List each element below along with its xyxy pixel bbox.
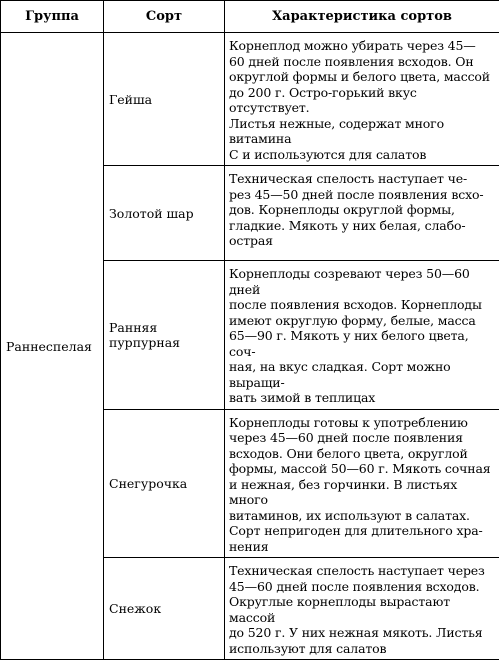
description-line: 65—90 г. Мякоть у них белого цвета, соч- (229, 328, 495, 359)
sort-cell: Гейша (104, 33, 225, 166)
header-group: Группа (1, 1, 104, 33)
description-cell (225, 261, 499, 410)
sort-cell: Снежок (104, 558, 225, 660)
description-line: вать зимой в теплицах (229, 390, 495, 406)
description-cell (225, 33, 499, 166)
description-line: 60 дней после появления всходов. Он (229, 54, 495, 70)
description-cell (225, 166, 499, 261)
description-line: через 45—60 дней после появления (229, 430, 495, 446)
description-cell (225, 558, 499, 660)
description-line: округлой формы и белого цвета, массой (229, 69, 495, 85)
description-line: и нежная, без горчинки. В листьях много (229, 477, 495, 508)
table-row (1, 33, 499, 166)
description-line: нения (229, 539, 495, 555)
description-line: Корнеплоды готовы к употреблению (229, 415, 495, 431)
sort-cell: Ранняя пурпурная (104, 261, 225, 410)
description-line: витаминов, их используют в салатах. (229, 508, 495, 524)
sort-cell: Снегурочка (104, 409, 225, 558)
description-line: рез 45—50 дней после появления всхо- (229, 187, 495, 203)
description-line: до 200 г. Остро-горький вкус отсутствует. (229, 85, 495, 116)
header-description: Характеристика сортов (225, 1, 499, 33)
description-line: Корнеплод можно убирать через 45— (229, 38, 495, 54)
description-line: после появления всходов. Корнеплоды (229, 297, 495, 313)
description-line: гладкие. Мякоть у них белая, слабо- (229, 218, 495, 234)
description-line: имеют округлую форму, белые, масса (229, 313, 495, 329)
sort-cell: Золотой шар (104, 166, 225, 261)
description-line: острая (229, 233, 495, 249)
description-line: Техническая спелость наступает через (229, 563, 495, 579)
description-line: Листья нежные, содержат много витамина (229, 116, 495, 147)
description-line: Сорт непригоден для длительного хра- (229, 523, 495, 539)
description-cell (225, 409, 499, 558)
description-line: всходов. Они белого цвета, округлой (229, 446, 495, 462)
description-line: используют для салатов (229, 641, 495, 657)
group-cell: Раннеспелая (1, 33, 104, 660)
description-line: Техническая спелость наступает че- (229, 171, 495, 187)
description-line: до 520 г. У них нежная мякоть. Листья (229, 625, 495, 641)
description-line: С и используются для салатов (229, 147, 495, 163)
header-sort: Сорт (104, 1, 225, 33)
description-line: 45—60 дней после появления всходов. (229, 579, 495, 595)
description-line: формы, массой 50—60 г. Мякоть сочная (229, 461, 495, 477)
description-line: дов. Корнеплоды округлой формы, (229, 202, 495, 218)
description-line: Округлые корнеплоды вырастают массой (229, 594, 495, 625)
header-row (1, 1, 499, 33)
description-line: ная, на вкус сладкая. Сорт можно выращи- (229, 359, 495, 390)
description-line: Корнеплоды созревают через 50—60 дней (229, 266, 495, 297)
